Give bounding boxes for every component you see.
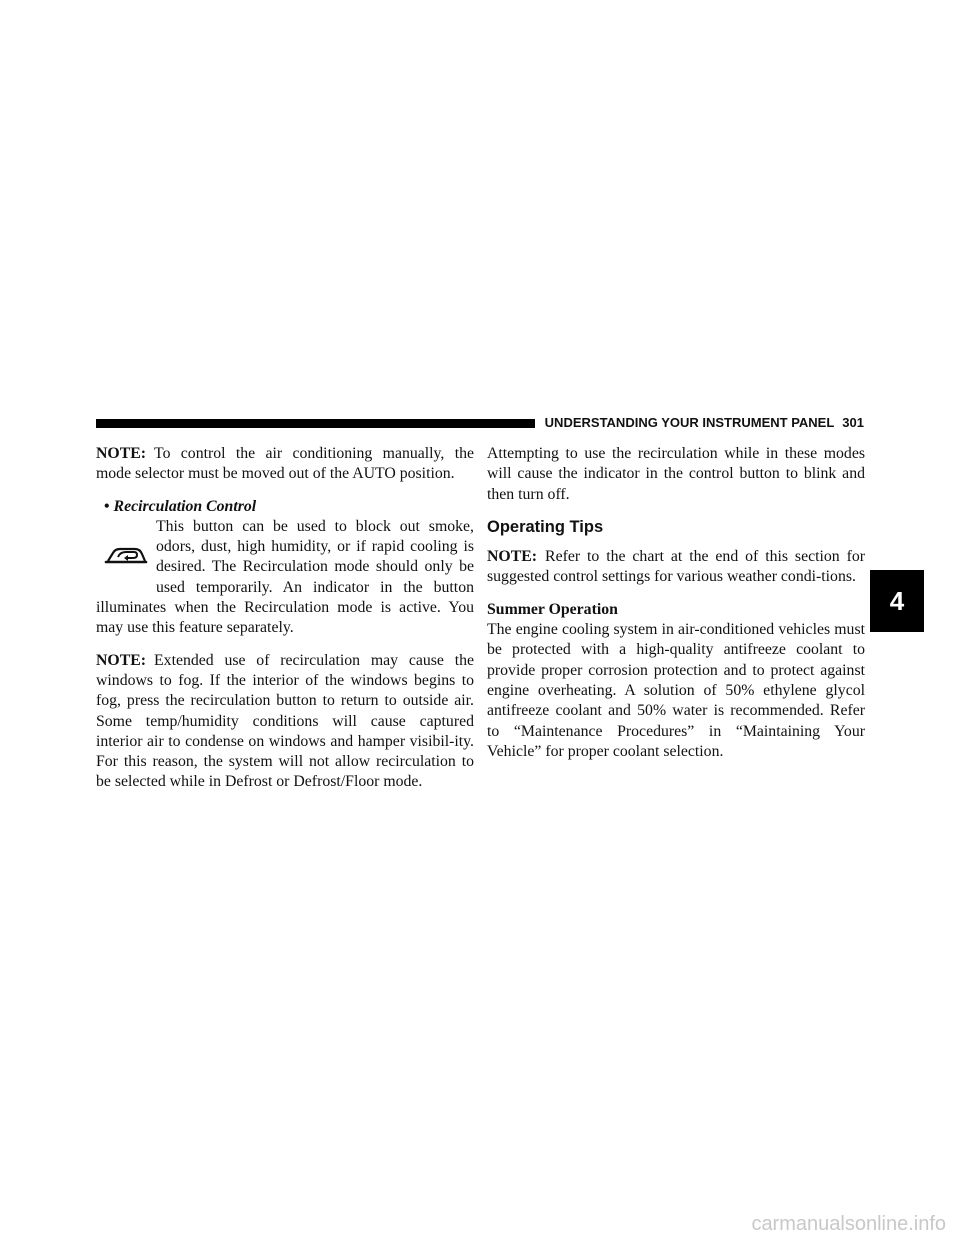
note-text: Refer to the chart at the end of this section for suggested control settings for various weather condi-tions. xyxy=(487,548,865,586)
note-label: NOTE: xyxy=(96,445,147,462)
running-header xyxy=(535,414,864,432)
note-paragraph xyxy=(487,547,865,588)
watermark: carmanualsonline.info xyxy=(751,1213,946,1235)
recirculation-bullet-heading xyxy=(96,497,474,517)
note-paragraph xyxy=(96,444,474,485)
note-text: Extended use of recirculation may cause the windows to fog. If the interior of the windows begins to fog, press the recirculation button to return to outside air. Some temp/humidity conditions will cause captured interior air to condense on windows and hamper visibil-ity. For this reason, the system will not allow recirculation to be selected while in Defrost or Defrost/Floor mode. xyxy=(96,651,474,791)
left-column xyxy=(96,444,474,805)
summer-operation-heading: Summer Operation xyxy=(487,600,618,618)
note-label: NOTE: xyxy=(96,651,147,669)
recirculation-paragraph xyxy=(96,517,474,639)
right-column xyxy=(487,444,865,774)
operating-tips-heading: Operating Tips xyxy=(487,517,604,536)
note-paragraph xyxy=(96,651,474,793)
page-number: 301 xyxy=(842,415,864,430)
bullet-heading-text: Recirculation Control xyxy=(113,497,257,515)
note-label: NOTE: xyxy=(487,548,538,566)
recirculation-icon xyxy=(96,517,156,595)
bullet-symbol: • xyxy=(104,497,110,515)
chapter-tab: 4 xyxy=(870,570,924,632)
recirculation-text: This button can be used to block out smoke, odors, dust, high humidity, or if rapid cooling is desired. The Recirculation mode should only be used temporarily. An indicator in the button illuminates when the Recirculation mode is active. You may use this feature separately. xyxy=(96,517,474,637)
section-title: UNDERSTANDING YOUR INSTRUMENT PANEL xyxy=(544,415,835,430)
note-text: To control the air conditioning manually, the mode selector must be moved out of the AUTO position. xyxy=(96,445,474,483)
continued-paragraph: Attempting to use the recirculation while in these modes will cause the indicator in the control button to blink and then turn off. xyxy=(487,445,865,503)
summer-operation-paragraph: The engine cooling system in air-conditioned vehicles must be protected with a high-quality antifreeze coolant to provide proper corrosion protection and to protect against engine overheating. A solution of 50% ethylene glycol antifreeze coolant and 50% water is recommended. Refer to “Maintenance Procedures” in “Maintaining Your Vehicle” for proper coolant selection. xyxy=(487,621,865,760)
